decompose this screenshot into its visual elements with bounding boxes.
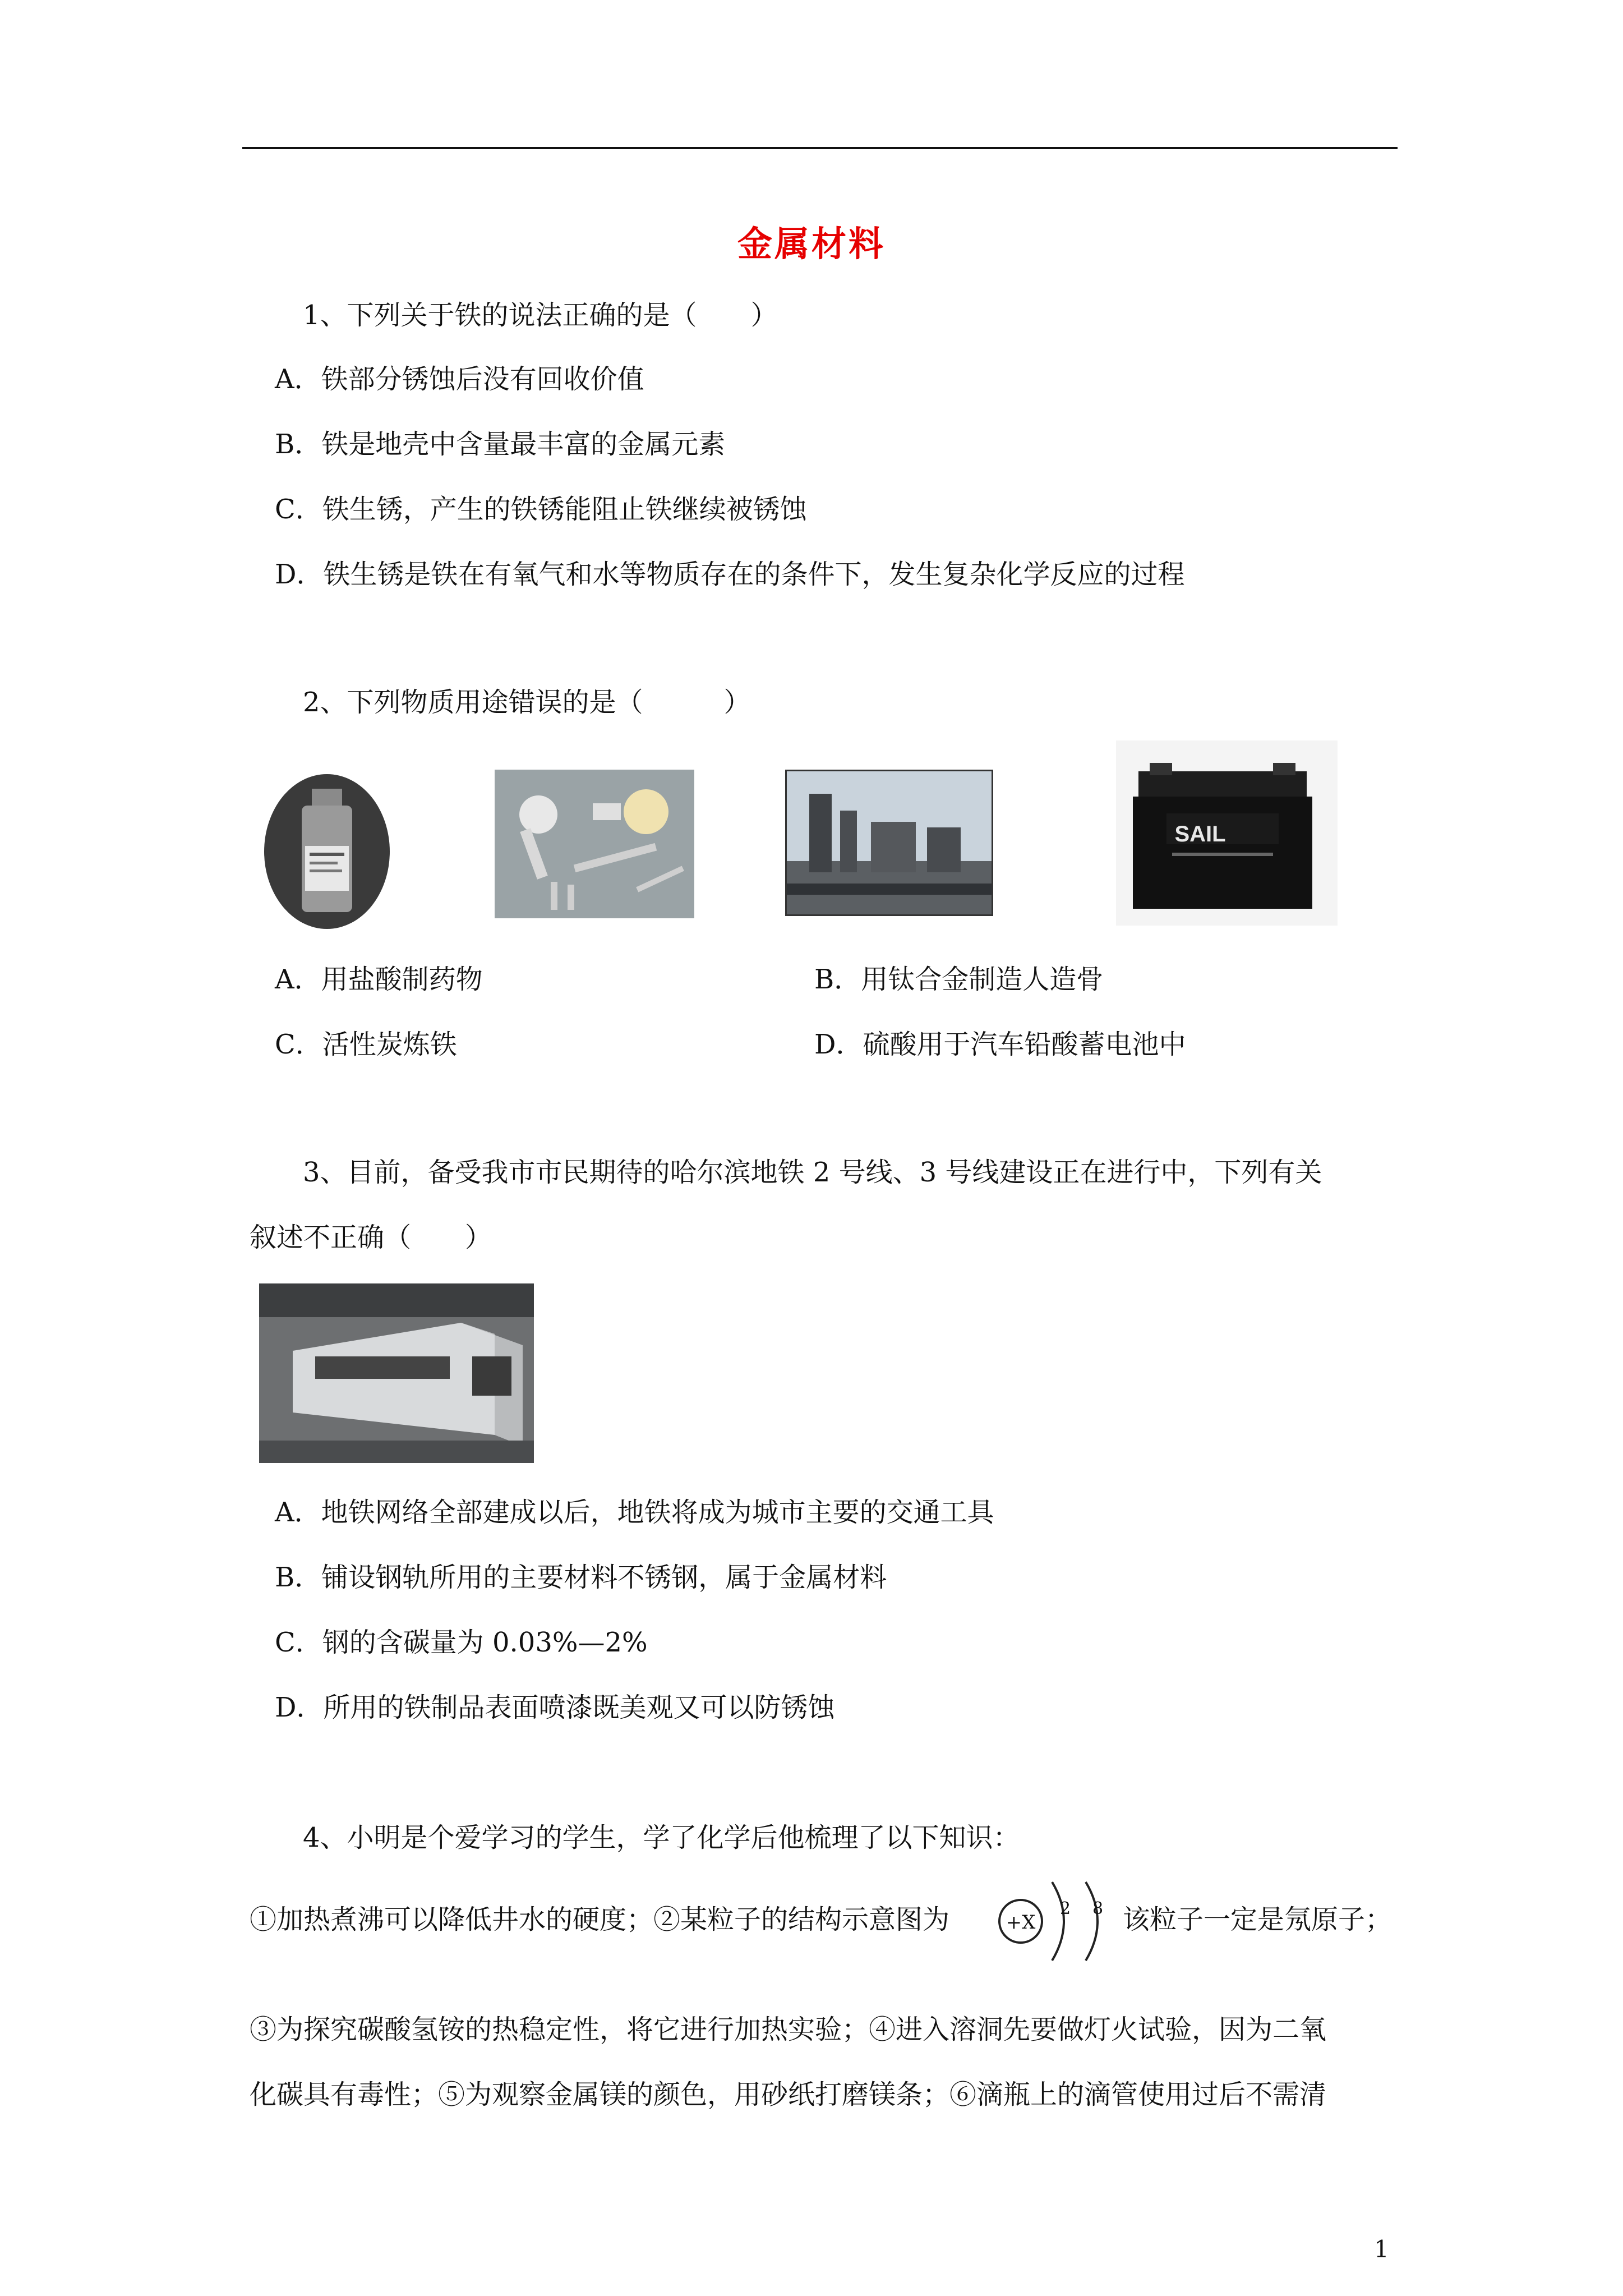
shell1-electrons: 2 — [1060, 1899, 1071, 1918]
q4-stem: 4、小明是个爱学习的学生，学了化学后他梳理了以下知识： — [303, 1822, 1020, 1853]
q4-line1-after: 该粒子一定是氖原子； — [1123, 1904, 1393, 1935]
page-title: 金属材料 — [737, 223, 886, 264]
atom-structure-diagram — [992, 1874, 1121, 1969]
battery-brand-label: SAIL — [1174, 822, 1226, 846]
q2-stem: 2、下列物质用途错误的是（ ） — [303, 687, 751, 718]
page-number: 1 — [1374, 2235, 1389, 2263]
subway-train-image — [259, 1283, 534, 1463]
q2-option-c: C．活性炭炼铁 — [275, 1029, 457, 1060]
car-battery-image — [1116, 740, 1338, 926]
q2-option-d: D．硫酸用于汽车铅酸蓄电池中 — [814, 1029, 1186, 1060]
q3-option-b: B．铺设钢轨所用的主要材料不锈钢，属于金属材料 — [275, 1562, 887, 1593]
shell2-electrons: 8 — [1092, 1899, 1104, 1918]
q2-option-b: B．用钛合金制造人造骨 — [814, 964, 1104, 995]
q3-stem-line1: 3、目前，备受我市市民期待的哈尔滨地铁 2 号线、3 号线建设正在进行中，下列有关 — [303, 1157, 1322, 1188]
q1-option-b: B．铁是地壳中含量最丰富的金属元素 — [275, 429, 726, 460]
q4-line2: ③为探究碳酸氢铵的热稳定性，将它进行加热实验；④进入溶洞先要做灯火试验，因为二氧 — [250, 2014, 1327, 2045]
header-rule — [242, 147, 1398, 149]
q2-option-a: A．用盐酸制药物 — [275, 964, 483, 995]
q3-option-c: C．钢的含碳量为 0.03%—2% — [275, 1627, 648, 1658]
q1-option-c: C．铁生锈，产生的铁锈能阻止铁继续被锈蚀 — [275, 494, 807, 525]
nucleus-label: +X — [1006, 1911, 1036, 1934]
q4-line1-before: ①加热煮沸可以降低井水的硬度；②某粒子的结构示意图为 — [250, 1904, 950, 1935]
q4-line3: 化碳具有毒性；⑤为观察金属镁的颜色，用砂纸打磨镁条；⑥滴瓶上的滴管使用过后不需清 — [250, 2079, 1327, 2110]
q3-option-a: A．地铁网络全部建成以后，地铁将成为城市主要的交通工具 — [275, 1497, 994, 1528]
q1-option-d: D．铁生锈是铁在有氧气和水等物质存在的条件下，发生复杂化学反应的过程 — [275, 559, 1185, 590]
q1-stem: 1、下列关于铁的说法正确的是（ ） — [303, 300, 778, 331]
q3-option-d: D．所用的铁制品表面喷漆既美观又可以防锈蚀 — [275, 1692, 835, 1723]
titanium-bone-image — [495, 770, 694, 918]
q3-stem-line2: 叙述不正确（ ） — [250, 1222, 492, 1253]
q1-option-a: A．铁部分锈蚀后没有回收价值 — [275, 364, 644, 395]
medicine-bottle-image — [262, 773, 391, 930]
steel-mill-image — [785, 770, 993, 916]
